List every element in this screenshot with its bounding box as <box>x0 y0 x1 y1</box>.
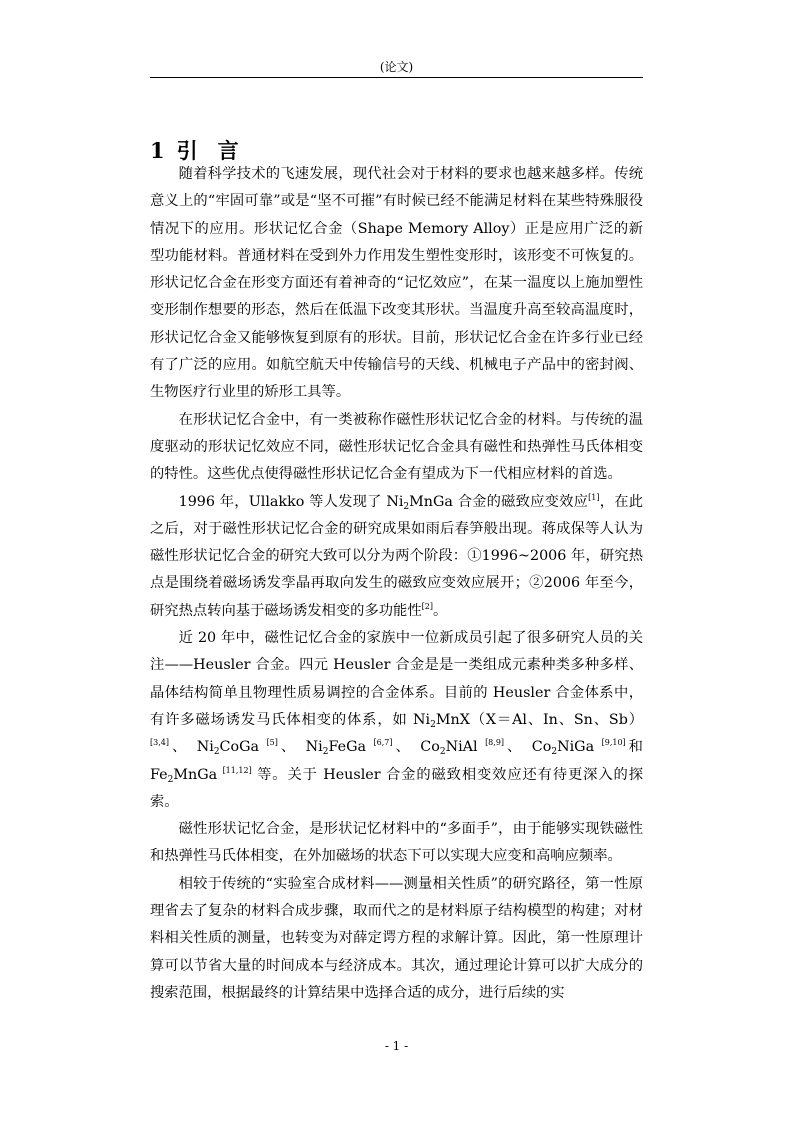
paragraph-4: 近 20 年中，磁性记忆合金的家族中一位新成员引起了很多研究人员的关注——Heusler 合金。四元 Heusler 合金是是一类组成元素种类多种多样、晶体结构简单且物理性质易调控的合金体系。目前的 Heusler 合金体系中，有许多磁场诱发马氏体相变的体系，如 $Ni_2MnX(X=Al$、In、Sn、Sb）[3,4]、 $Ni_2CoGa$ [5]、 $Ni_2FeGa$ [6,7]、 $Co_2NiAl$ [8,9]、 $Co_2NiGa$ [9,10]和 $Fe_2MnGa$ [11,12] 等。关于 Heusler 合金的磁致相变效应还有待更深入的探索。 <box>150 630 644 810</box>
citation: [8,9] <box>485 738 505 748</box>
citation: [3,4] <box>150 738 169 748</box>
page-number: - 1 - <box>384 1039 409 1053</box>
body-text <box>150 161 643 1007</box>
subscript: 2 <box>322 747 329 758</box>
paragraph-6: 相较于传统的“实验室合成材料——测量相关性质”的研究路径，第一性原理省去了复杂的材料合成步骤，取而代之的是材料原子结构模型的构建；对材料相关性质的测量，也转变为对薛定谔方程的求解计算。因此，第一性原理计算可以节省大量的时间成本与经济成本。其次，通过理论计算可以扩大成分的搜索范围，根据最终的计算结果中选择合适的成分，进行后续的实 <box>150 875 643 1001</box>
paragraph-1: 随着科学技术的飞速发展，现代社会对于材料的要求也越来越多样。传统意义上的“牢固可靠”或是“坚不可摧”有时候已经不能满足材料在某些特殊服役情况下的应用。形状记忆合金（Shape Memory Alloy）正是应用广泛的新型功能材料。普通材料在受到外力作用发生塑性变形时，该形变不可恢复的。形状记忆合金在形变方面还有着神奇的“记忆效应”，在某一温度以上施加塑性变形制作想要的形态，然后在低温下改变其形状。当温度升高至较高温度时，形状记忆合金又能够恢复到原有的形状。目前，形状记忆合金在许多行业已经有了广泛的应用。如航空航天中传输信号的天线、机械电子产品中的密封阀、生物医疗行业里的矫形工具等。 <box>150 166 643 401</box>
subscript: 2 <box>213 747 220 758</box>
paragraph-2: 在形状记忆合金中，有一类被称作磁性形状记忆合金的材料。与传统的温度驱动的形状记忆效应不同，磁性形状记忆合金具有磁性和热弹性马氏体相变的特性。这些优点使得磁性形状记忆合金有望成为下一代相应材料的首选。 <box>150 411 643 483</box>
running-header: (论文) <box>379 60 414 74</box>
header-rule <box>150 77 643 78</box>
citation: [2] <box>421 601 433 611</box>
paragraph-3: 1996 年，Ullakko 等人发现了 $Ni_2MnGa$ 合金的磁致应变效应[1]，在此之后，对于磁性形状记忆合金的研究成果如雨后春笋般出现。蒋成保等人认为磁性形状记忆合金的研究大致可以分为两个阶段：①1996~2006 年，研究热点是围绕着磁场诱发孪晶再取向发生的磁致应变效应展开；②2006 年至今，研究热点转向基于磁场诱发相变的多功能性[2]。 <box>150 492 643 619</box>
subscript: 2 <box>439 747 446 758</box>
citation: [1] <box>588 492 600 502</box>
subscript: 2 <box>403 501 410 512</box>
section-number: 1 <box>150 138 165 163</box>
section-title: 引言 <box>176 138 259 163</box>
subscript: 2 <box>551 747 558 758</box>
citation: [6,7] <box>373 738 393 748</box>
subscript: 2 <box>430 719 436 730</box>
citation: [9,10] <box>601 738 626 748</box>
subscript: 2 <box>167 774 174 785</box>
citation: [5] <box>266 738 278 748</box>
paragraph-5: 磁性形状记忆合金，是形状记忆材料中的“多面手”，由于能够实现铁磁性和热弹性马氏体相变，在外加磁场的状态下可以实现大应变和高响应频率。 <box>150 821 643 865</box>
citation: [11,12] <box>222 765 252 775</box>
